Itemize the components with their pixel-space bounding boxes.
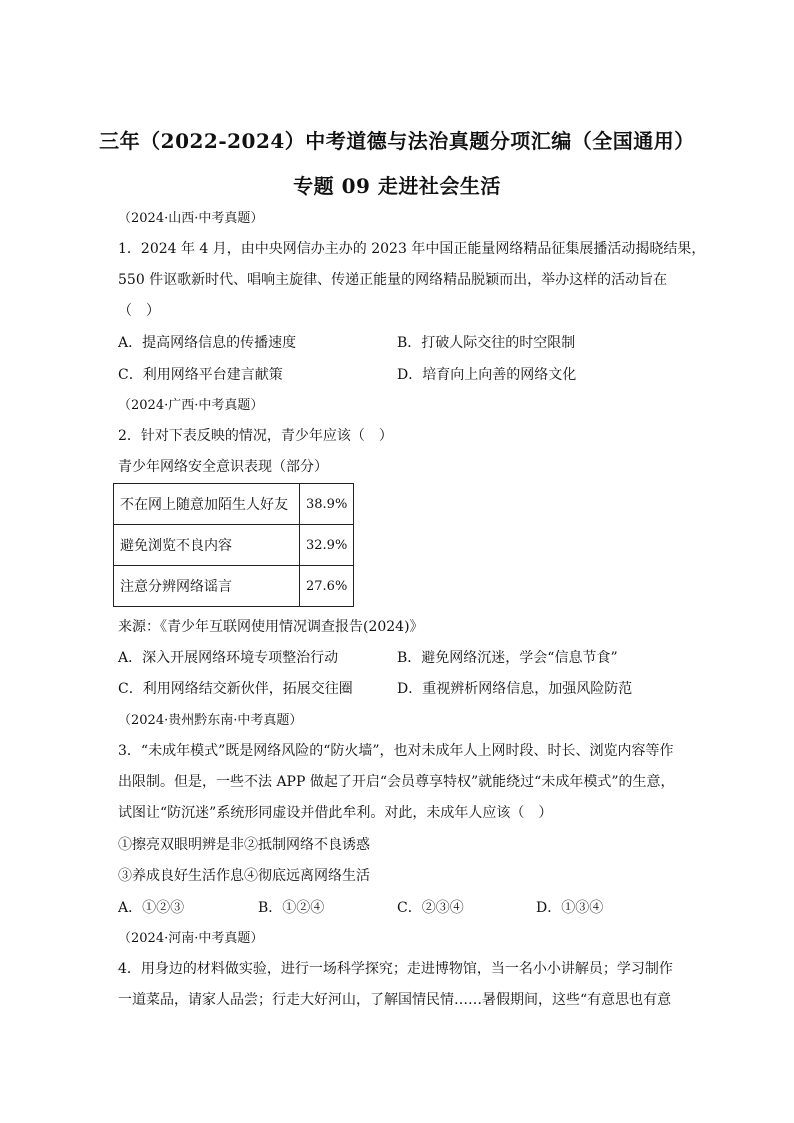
q1-stem-line-1: 1．2024 年 4 月，由中央网信办主办的 2023 年中国正能量网络精品征集展播活动揭晓结果，: [118, 241, 706, 257]
document-title: 三年（2022-2024）中考道德与法治真题分项汇编（全国通用）: [99, 129, 695, 153]
q4-source: （2024·河南·中考真题）: [118, 931, 264, 946]
q3-option-b: B．①②④: [258, 900, 325, 916]
q3-stem-line-2: 出限制。但是，一些不法 APP 做起了开启“会员尊享特权”就能绕过“未成年模式”的生意，: [118, 774, 675, 790]
q1-stem-line-3: （ ）: [118, 303, 160, 319]
q2-option-a: A．深入开展网络环境专项整治行动: [118, 650, 339, 666]
survey-table: [113, 483, 354, 607]
q4-stem-line-1: 4．用身边的材料做实验，进行一场科学探究；走进博物馆，当一名小小讲解员；学习制作: [118, 961, 673, 977]
table-cell-value: 32.9%: [300, 525, 354, 566]
q2-table-caption: 青少年网络安全意识表现（部分）: [118, 459, 328, 475]
table-cell-item: 注意分辨网络谣言: [114, 566, 300, 607]
q3-option-a: A．①②③: [118, 900, 185, 916]
q3-source: （2024·贵州黔东南·中考真题）: [118, 713, 303, 728]
table-cell-item: 不在网上随意加陌生人好友: [114, 484, 300, 525]
q3-choice-line-1: ①擦亮双眼明辨是非②抵制网络不良诱惑: [118, 837, 370, 853]
q3-stem-line-3: 试图让“防沉迷”系统形同虚设并借此牟利。对此，未成年人应该（ ）: [118, 805, 553, 821]
document-subtitle: 专题 09 走进社会生活: [293, 174, 501, 198]
q1-option-b: B．打破人际交往的时空限制: [397, 335, 576, 351]
q2-option-d: D．重视辨析网络信息，加强风险防范: [397, 681, 633, 697]
q2-option-b: B．避免网络沉迷，学会“信息节食”: [397, 650, 618, 666]
q1-option-d: D．培育向上向善的网络文化: [397, 367, 577, 383]
table-cell-value: 27.6%: [300, 566, 354, 607]
table-row: [114, 484, 354, 525]
q1-option-a: A．提高网络信息的传播速度: [118, 335, 297, 351]
q2-table-source: 来源：《青少年互联网使用情况调查报告(2024)》: [118, 619, 424, 635]
q4-stem-line-2: 一道菜品，请家人品尝；行走大好河山，了解国情民情……暑假期间，这些“有意思也有意: [118, 992, 672, 1008]
q2-source: （2024·广西·中考真题）: [118, 398, 264, 413]
q3-option-c: C．②③④: [397, 900, 464, 916]
q3-stem-line-1: 3．“未成年模式”既是网络风险的“防火墙”，也对未成年人上网时段、时长、浏览内容等作: [118, 743, 674, 759]
q1-stem-line-2: 550 件讴歌新时代、唱响主旋律、传递正能量的网络精品脱颖而出，举办这样的活动旨在: [118, 272, 668, 288]
table-row: [114, 525, 354, 566]
q2-option-c: C．利用网络结交新伙伴，拓展交往圈: [118, 681, 353, 697]
table-cell-value: 38.9%: [300, 484, 354, 525]
q1-option-c: C．利用网络平台建言献策: [118, 367, 283, 383]
q2-stem: 2．针对下表反映的情况，青少年应该（ ）: [118, 428, 393, 444]
q1-source: （2024·山西·中考真题）: [118, 211, 264, 226]
q3-choice-line-2: ③养成良好生活作息④彻底远离网络生活: [118, 868, 370, 884]
q3-option-d: D．①③④: [536, 900, 604, 916]
table-row: [114, 566, 354, 607]
table-cell-item: 避免浏览不良内容: [114, 525, 300, 566]
